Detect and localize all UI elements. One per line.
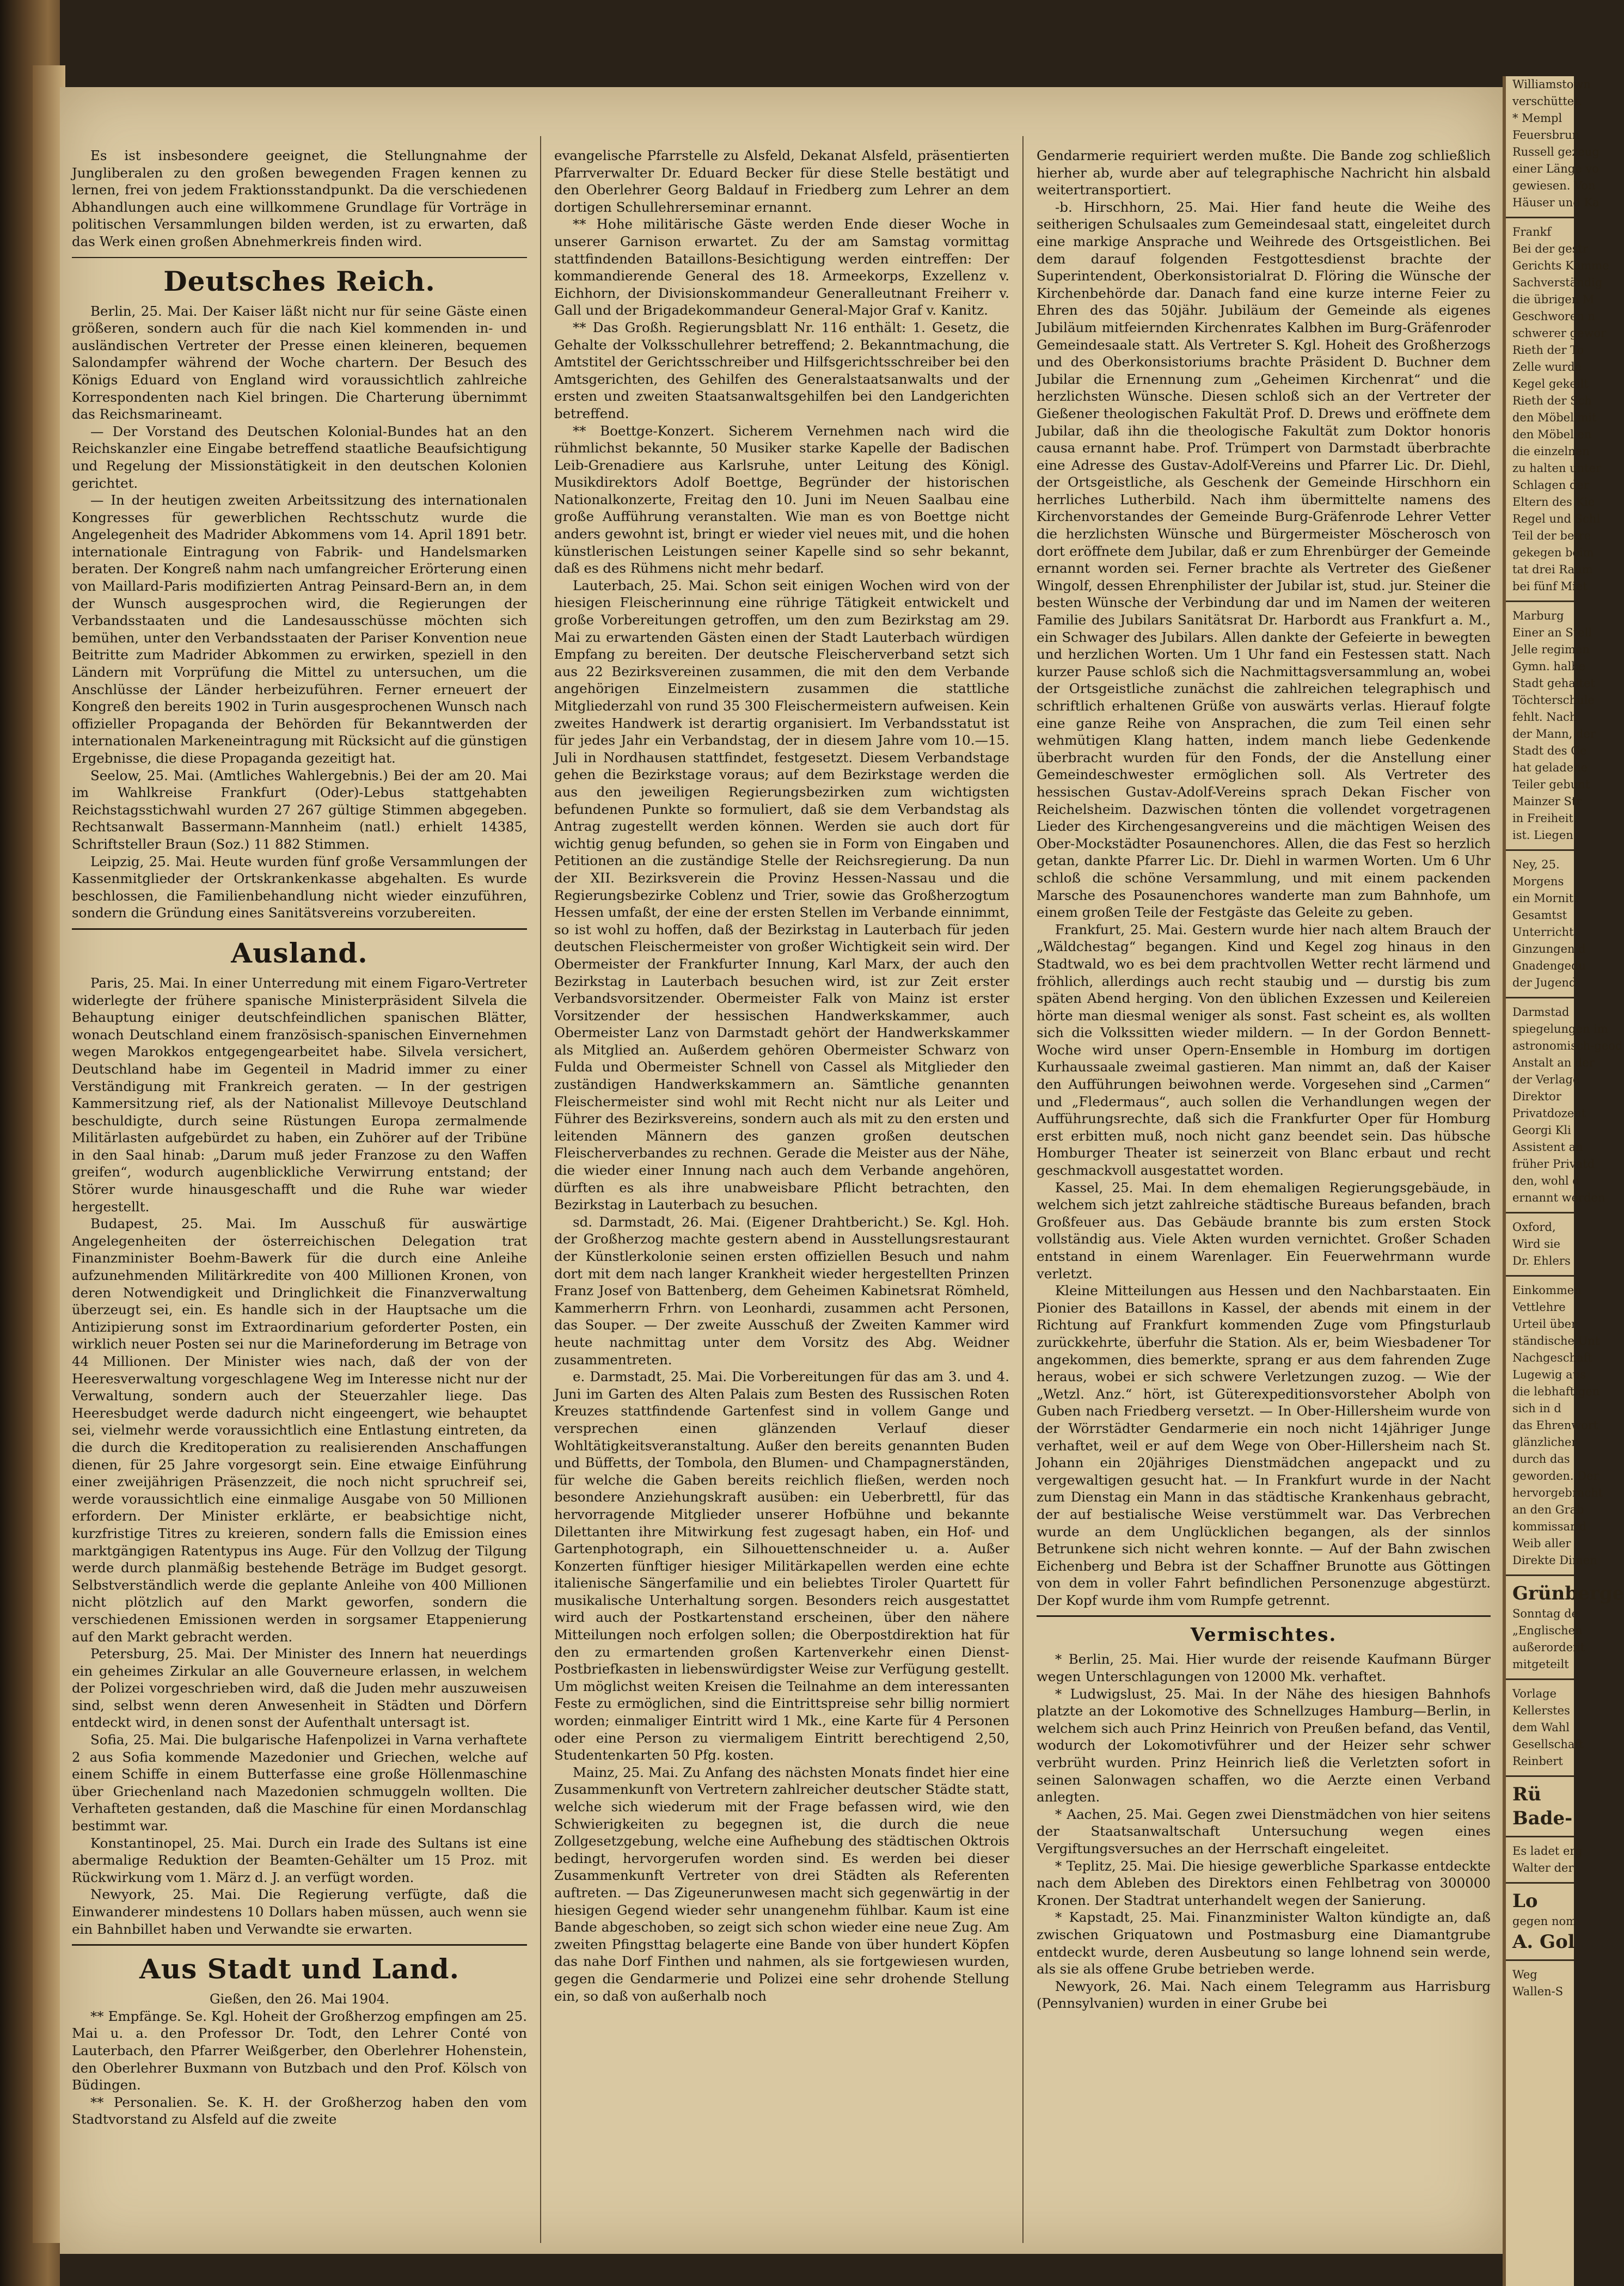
article: Seelow, 25. Mai. (Amtliches Wahlergebnis.) Bei der am 20. Mai im Wahlkreise Frankfurt (Oder)-Lebus stattgehabten Reichstagsstichwahl wurden 27 267 gültige Stimmen abgegeben. Rechtsanwalt Bassermann-Mannheim (natl.) erhielt 14385, Schriftsteller Braun (Soz.) 11 882 Stimmen. [72,767,527,852]
article: Kleine Mitteilungen aus Hessen und den Nachbarstaaten. Ein Pionier des Bataillons in Kassel, der abends mit einem in der Richtung auf Frankfurt kommenden Zuge vom Pfingsturlaub zurückkehrte, überfuhr die Station. Als er, beim Wiesbadener Tor angekommen, dies bemerkte, sprang er aus dem fahrenden Zuge heraus, wobei er sich schwere Verletzungen zuzog. — Wie der „Wetzl. Anz.“ hört, ist Güterexpeditionsvorsteher Abolph von Guben nach Friedberg versetzt. — In Ober-Hillersheim wurde von der Wörrstädter Gendarmerie ein noch nicht 14jähriger Junge verhaftet, weil er auf dem Wege von Ober-Hillersheim nach St. Johann ein 20jähriges Dienstmädchen angepackt und zu vergewaltigen gesucht hat. — In Frankfurt wurde in der Nacht zum Dienstag ein Mann in das städtische Krankenhaus gebracht, der auf bestialische Weise verstümmelt war. Das Verbrechen wurde an dem Unglücklichen begangen, als der sinnlos Betrunkene sich nicht wehren konnte. — Auf der Bahn zwischen Eichenberg und Bebra ist der Schaffner Brunotte aus Göttingen von dem in voller Fahrt befindlichen Personenzuge abgestürzt. Der Kopf wurde ihm vom Rumpfe getrennt. [1037,1283,1491,1608]
facing-page-text: Einkommen [1512,1284,1582,1297]
facing-page-text: mitgeteilt [1512,1658,1569,1671]
facing-page-text: A. Gol [1512,1931,1575,1953]
facing-page-text: bei fünf Miet [1512,580,1588,593]
facing-page-divider [1506,217,1574,218]
facing-page-text: ständische Unt [1512,1334,1600,1347]
facing-page-text: Bade- [1512,1807,1573,1829]
article: Lauterbach, 25. Mai. Schon seit einigen Wochen wird von der hiesigen Fleischerinnung eine rührige Tätigkeit entwickelt und große Vorbereitungen getroffen, um den zum Bezirkstag am 29. Mai zu erwartenden Gästen einen der Stadt Lauterbach würdigen Empfang zu bereiten. Der deutsche Fleischerverband setzt sich aus 22 Bezirksvereinen zusammen, die mit den dem Verbande angehörigen Einzelmeistern zusammen die stattliche Mitgliederzahl von rund 35 300 Fleischermeistern aufweisen. Kein zweites Handwerk ist derartig organisiert. Im Verbandsstatut ist für jedes Jahr ein Verbandstag, der in diesem Jahre vom 10.—15. Juli in Nordhausen stattfindet, festgesetzt. Diesem Verbandstage gehen die Bezirkstage voraus; auf dem Bezirkstage werden die aus den jeweiligen Regierungsbezirken zum wichtigsten befundenen Punkte so formuliert, daß sie dem Verbandstag als Antrag zugestellt werden können. Werden sie auch dort für wichtig genug befunden, so gehen sie in Form von Eingaben und Petitionen an die zuständige Stelle der Reichsregierung. Da nun der XII. Bezirksverein die Provinz Hessen-Nassau und die Regierungsbezirke Coblenz und Trier, sowie das Großherzogtum Hessen umfaßt, der eine der ersten Stellen im Verbande einnimmt, so ist wohl zu hoffen, daß der Bezirkstag in Lauterbach für jeden deutschen Fleischermeister von großer Wichtigkeit sein wird. Der Obermeister der Frankfurter Innung, Karl Marx, der auch den Bezirkstag in Lauterbach besuchen wird, ist zur Zeit erster Verbandsvorsitzender. Obermeister Falk von Mainz ist erster Vorsitzender der hessischen Handwerkskammer, auch Obermeister Lanz von Darmstadt gehört der Handwerkskammer als Mitglied an. Außerdem gehören Obermeister Schwarz von Fulda und Obermeister Schnell von Cassel als Mitglieder den zuständigen Handwerkskammern an. Sämtliche genannten Fleischermeister sind wohl mit Recht nicht nur als Leiter und Führer des Bezirksvereins, sondern auch als mit zu den ersten und leitenden Männern des ganzen großen deutschen Fleischerverbandes zu rechnen. Gerade die Meister aus der Nähe, die wieder einer Innung nach auch dem Verbande angehören, dürften es als ihre unabweisbare Pflicht betrachten, den Bezirkstag in Lauterbach zu besuchen. [554,577,1009,1213]
column-separator [540,136,541,2243]
newspaper-page [60,87,1503,2254]
facing-page-text: Sonntag de [1512,1607,1579,1620]
facing-page-text: Privatdozent [1512,1107,1586,1120]
article-intro: Es ist insbesondere geeignet, die Stellungnahme der Jungliberalen zu den großen bewegenden Fragen kennen zu lernen, frei von jedem Fraktionsstandpunkt. Da die verschiedenen Abhandlungen auch eine willkommene Grundlage für Vorträge in politischen Versammlungen bilden werden, ist zu erwarten, daß das Werk einen großen Abnehmerkreis finden wird. [72,148,527,249]
facing-page-text: Russell gezeug [1512,145,1600,158]
facing-page-edge [1503,76,1624,2286]
article: ** Personalien. Se. K. H. der Großherzog haben den vom Stadtvorstand zu Alsfeld auf die zweite [72,2094,527,2128]
facing-page-text: Georgi Kli [1512,1124,1571,1137]
article: Paris, 25. Mai. In einer Unterredung mit einem Figaro-Vertreter widerlegte der frühere spanische Ministerpräsident Silvela die Behauptung einiger deutschfeindlichen spanischen Blätter, wonach Deutschland einem französisch-spanischen Einvernehmen wegen Marokkos entgegengearbeitet habe. Silvela versichert, Deutschland habe im Gegenteil in Madrid immer zu einer Verständigung mit Frankreich geraten. — In der gestrigen Kammersitzung rief, als der Nationalist Millevoye Deutschland beschuldigte, durch seine Rüstungen Europa zermalmende Militärlasten aufgebürdet zu haben, ein Zuhörer auf der Tribüne in den Saal hinab: „Darum muß jeder Franzose zu den Waffen greifen“, wodurch augenblickliche Verwirrung entstand; der Störer wurde hinausgeschafft und die Ruhe war wieder hergestellt. [72,975,527,1215]
facing-page-text: Bei der gestr [1512,242,1588,255]
facing-page-text: in Freiheit [1512,812,1573,825]
facing-page-text: Gymn. halbe [1512,660,1586,673]
facing-page-text: Mainzer Str [1512,795,1582,808]
section-heading-stadt-und-land: Aus Stadt und Land. [139,1953,460,1985]
facing-page-text: Feuersbrun [1512,128,1580,142]
facing-page-text: Töchterschule [1512,694,1595,707]
article: ** Das Großh. Regierungsblatt Nr. 116 enthält: 1. Gesetz, die Gehalte der Volksschullehrer betreffend; 2. Bekanntmachung, die Amtstitel der Gerichtsschreiber und Hilfsgerichtsschreiber bei den Amtsgerichten, des Gehilfen des Generalstaatsanwalts und der ersten und zweiten Staatsanwaltsgehilfen bei den Landgerichten betreffend. [554,319,1009,421]
facing-page-text: ernannt werden [1512,1191,1605,1204]
facing-page-text: Kellerstes [1512,1704,1570,1717]
facing-page-text: Sachverständig [1512,276,1603,289]
section-heading-ausland: Ausland. [231,936,368,969]
article: -b. Hirschhorn, 25. Mai. Hier fand heute die Weihe des seitherigen Schulsaales zum Gemeindesaal statt, eingeleitet durch eine markige Ansprache und Weihrede des Ortsgeistlichen. Bei dem darauf folgenden Festgottesdienst brachte der Superintendent, Oberkonsistorialrat D. Flöring die Wünsche der Kirchenbehörde dar. Danach fand eine kurze interne Feier zu Ehren des das 50jähr. Jubiläum der Gemeinde als eigenes Jubiläum mitfeiernden Kirchenrates Kalbhen im Burg-Gräfenroder Gemeindesaale statt. Als Vertreter S. Kgl. Hoheit des Großherzogs und des Oberkonsistoriums brachte Präsident D. Buchner dem Jubilar die Ernennung zum „Geheimen Kirchenrat“ und die herzlichsten Wünsche. Diesen schloß sich an der Vertreter der Gießener theologischen Fakultät Prof. D. Drews und eröffnete dem Jubilar, daß ihn die theologische Fakultät zum Doktor honoris causa ernannt habe. Prof. Trümpert von Darmstadt überbrachte eine Adresse des Gustav-Adolf-Vereins und Pfarrer Lic. Dr. Diehl, der Ortsgeistliche, als Geschenk der Gemeinde Hirschhorn ein herrliches Lutherbild. Nach ihm übermittelte namens des Kirchenvorstandes der Gemeinde Burg-Gräfenrode Lehrer Vetter die herzlichsten Wünsche und Bürgermeister Möscherosch von dort eröffnete dem Jubilar, daß er zum Ehrenbürger der Gemeinde ernannt worden sei. Ferner brachte als Vertreter des Gießener Wingolf, dessen Ehrenphilister der Jubilar ist, stud. jur. Steiner die besten Wünsche der Verbindung dar und im Namen der weiteren Familie des Jubilars Sanitätsrat Dr. Harbordt aus Frankfurt a. M., ein Schwager des Jubilars. Allen dankte der Gefeierte in bewegten und herzlichen Worten. Um 1 Uhr fand ein Festessen statt. Nach kurzer Pause schloß sich die Nachmittagsversammlung an, wobei der Ortsgeistliche zunächst die zahlreichen telegraphisch und schriftlich erhaltenen Grüße von auswärts verlas. Hierauf folgte eine ganze Reihe von Ansprachen, die zum Teil einen sehr wehmütigen Klang hatten, indem manch liebe Gedenkende überbracht wurden für den Fonds, der die Anstellung einer Gemeindeschwester ermöglichen soll. Als Vertreter des hessischen Gustav-Adolf-Vereins sprach Dekan Fischer von Reichelsheim. Dazwischen tönten die vollendet vorgetragenen Lieder des Kirchengesangvereins und die mächtigen Weisen des Ober-Mockstädter Posaunenchores. Allen, die das Fest so herzlich getan, dankte Pfarrer Lic. Dr. Diehl in warmen Worten. Um 6 Uhr schloß die schöne Versammlung, und mit einem packenden Marsche des Posaunenchores wanderte man zum Bahnhofe, um einem großen Teile der Festgäste das Geleite zu geben. [1037,199,1491,921]
divider [1037,1615,1491,1617]
facing-page-text: Vorlage [1512,1687,1557,1700]
facing-page-text: Rü [1512,1784,1541,1805]
facing-page-text: einer Länge vo [1512,162,1599,175]
facing-page-text: gegen nom [1512,1915,1577,1928]
facing-page-text: Einer an Stell [1512,626,1592,639]
column-1 [60,87,539,2254]
facing-page-text: Kegel gekeilt [1512,377,1589,390]
article: Budapest, 25. Mai. Im Ausschuß für auswärtige Angelegenheiten der österreichischen Delegation trat Finanzminister Boehm-Bawerk für die durch eine Anleihe aufzunehmenden Militärkredite von 400 Millionen Kronen, von deren Notwendigkeit und Dringlichkeit die Finanzverwaltung überzeugt sei, ein. Es handle sich in der Hauptsache um die Antizipierung sonst im Extraordinarium geforderter Posten, ein wirklich neuer Posten sei nur die Marineforderung im Betrage von 44 Millionen. Der Minister wies nach, daß der von der Heeresverwaltung vorgeschlagene Weg im Interesse nicht nur der Verwaltung, sondern auch der Steuerzahler liege. Das Heeresbudget werde dadurch nicht eingeengert, wie behauptet sei, vielmehr werde voraussichtlich eine Entlastung eintreten, da die durch die Kreditoperation zu realisierenden Anschaffungen dienen, für 25 Jahre vorgesorgt sein. Eine etwaige Einführung einer zweijährigen Präsenzzeit, die noch nicht spruchreif sei, werde voraussichtlich eine einmalige Ausgabe von 50 Millionen erfordern. Der Minister erklärte, er beabsichtige nicht, kurzfristige Titres zu kreieren, sondern falls die Emission eines marktgängigen Ratentypus ins Auge. Für den Vollzug der Tilgung werde durch planmäßig bestehende Beträge im Budget gesorgt. Selbstverständlich werde die geplante Anleihe von 400 Millionen nicht plötzlich auf den Markt geworfen, sondern die verschiedenen Emissionen werden in sorgsamer Etappenierung auf den Markt gebracht werden. [72,1216,527,1645]
facing-page-text: Wird sie [1512,1237,1561,1251]
article: Gendarmerie requiriert werden mußte. Die Bande zog schließlich hierher ab, wurde aber auf telegraphische Nachricht hin alsbald weitertransportiert. [1037,148,1491,198]
article: Newyork, 26. Mai. Nach einem Telegramm aus Harrisburg (Pennsylvanien) wurden in einer Grube bei [1037,1978,1491,2012]
facing-page-text: Rieth der To [1512,344,1584,357]
column-separator [1022,136,1024,2243]
facing-page-text: hat geladene [1512,761,1588,774]
facing-page-fragments [1506,76,1624,2000]
facing-page-text: Gnadengedu [1512,959,1586,972]
article: * Kapstadt, 25. Mai. Finanzminister Walton kündigte an, daß zwischen Griquatown und Postmasburg eine Diamantgrube entdeckt wurde, deren Ausbeutung so lange lohnend sein werde, als sie als offene Grube betrieben werde. [1037,1909,1491,1977]
facing-page-text: Eltern des Kie [1512,495,1595,508]
facing-page-text: Teiler gebunt [1512,778,1590,791]
facing-page-text: durch das [1512,1453,1570,1466]
column-3 [1025,87,1503,2254]
facing-page-text: Vettlehre [1512,1301,1566,1314]
article: * Teplitz, 25. Mai. Die hiesige gewerbliche Sparkasse entdeckte nach dem Ableben des Direktors einen Fehlbetrag von 300000 Kronen. Der Stadtrat unterhandelt wegen der Sanierung. [1037,1858,1491,1908]
facing-page-text: ist. Liegen [1512,829,1573,842]
facing-page-text: Weg [1512,1968,1537,1981]
facing-page-text: Rieth der Sch [1512,394,1592,407]
section-heading-vermischtes: Vermischtes. [1190,1624,1337,1646]
facing-page-text: Es ladet erg [1512,1844,1583,1858]
article: Kassel, 25. Mai. In dem ehemaligen Regierungsgebäude, in welchem sich jetzt zahlreiche städtische Bureaus befanden, brach Großfeuer aus. Das Gebäude brannte bis zum ersten Stock vollständig aus. Viele Akten wurden vernichtet. Großer Schaden entstand in einem Warenlager. Ein Feuerwehrmann wurde verletzt. [1037,1179,1491,1282]
facing-page-text: Regel und Schl [1512,512,1601,525]
facing-page-text: Anstalt an der [1512,1056,1595,1069]
facing-page-text: tat drei Raum [1512,563,1593,576]
facing-page-text: früher Privatd [1512,1157,1595,1170]
facing-page-text: Direkte Dimen [1512,1554,1597,1567]
facing-page-text: spiegelungen im [1512,1022,1608,1035]
article: Petersburg, 25. Mai. Der Minister des Innern hat neuerdings ein geheimes Zirkular an alle Gouverneure erlassen, in welchem der Polizei vorgeschrieben wird, daß die Juden mehr auszuweisen sind, selbst wenn deren Anwesenheit in Städten und Dörfern entdeckt wird, in denen sonst der Aufenthalt untersagt ist. [72,1646,527,1731]
facing-page-divider [1506,849,1574,851]
facing-page-text: gewiesen. Von [1512,179,1596,192]
divider [72,257,527,258]
facing-page-text: der Verlage [1512,1073,1580,1086]
facing-page-text: Morgens [1512,875,1564,888]
facing-page-text: Wallen-S [1512,1985,1564,1998]
facing-page-text: die übrigen M [1512,293,1595,306]
facing-page-text: außerordent [1512,1641,1585,1654]
facing-page-text: Grünberge [1512,1583,1624,1604]
facing-page-text: Gerichts Kamme [1512,259,1609,272]
facing-page-text: „Englischen [1512,1624,1583,1637]
facing-page-text: Reinbert [1512,1755,1563,1768]
article: Sofia, 25. Mai. Die bulgarische Hafenpolizei in Varna verhaftete 2 aus Sofia kommende Mazedonier und Griechen, welche auf einem Schiffe in einem Butterfasse eine große Höllenmaschine über Griechenland nach Mazedonien schmuggeln wollten. Die Verhafteten gestanden, daß die Maschine für einen Mordanschlag bestimmt war. [72,1732,527,1834]
article: Berlin, 25. Mai. Der Kaiser läßt nicht nur für seine Gäste einen größeren, sondern auch für die nach Kiel kommenden in- und ausländischen Vertreter der Presse einen kleineren, bequemen Salondampfer während der Woche chartern. Der Besuch des Königs Eduard von England wird voraussichtlich zahlreiche Korrespondenten nach Kiel bringen. Die Charterung übernimmt das Reichsmarineamt. [72,303,527,422]
facing-page-text: ein Mornitt [1512,892,1578,905]
facing-page-text: Oxford, [1512,1221,1556,1234]
facing-page-text: Lugewig aus [1512,1368,1586,1381]
divider [72,1944,527,1946]
facing-page-text: Nachgeschaft [1512,1351,1592,1364]
facing-page-text: dem Wahl [1512,1721,1570,1734]
facing-page-text: der Mann, der [1512,727,1596,740]
article: ** Empfänge. Se. Kgl. Hoheit der Großherzog empfingen am 25. Mai u. a. den Professor Dr. Todt, den Lehrer Conté von Lauterbach, den Pfarrer Weißgerber, den Oberlehrer Hohenstein, den Oberlehrer Buxmann von Butzbach und den Prof. Kölsch von Büdingen. [72,2008,527,2093]
dateline: Gießen, den 26. Mai 1904. [209,1991,390,2007]
facing-page-text: astronomisch-geod [1512,1039,1623,1052]
facing-page-text: Dr. Ehlers [1512,1254,1571,1267]
facing-page-divider [1506,1678,1574,1680]
divider [72,928,527,930]
article: sd. Darmstadt, 26. Mai. (Eigener Drahtbericht.) Se. Kgl. Hoh. der Großherzog machte gestern abend in Ausstellungsrestaurant der Künstlerkolonie seinen ersten offiziellen Besuch und nahm dort mit dem nach langer Krankheit wieder hergestellten Prinzen Franz Josef von Battenberg, dem Geheimen Kabinetsrat Römheld, Kammerherrn Frhrn. von Leonhardi, zusammen acht Personen, das Souper. — Der zweite Ausschuß der Zweiten Kammer wird heute nachmittag unter dem Vorsitz des Abg. Weidner zusammentreten. [554,1214,1009,1368]
facing-page-text: an den Grab [1512,1503,1584,1516]
facing-page-text: Stadt des Ge [1512,744,1587,757]
section-heading-deutsches-reich: Deutsches Reich. [163,265,436,297]
facing-page-text: Williamstown [1512,78,1591,91]
facing-page-divider [1506,997,1574,998]
facing-page-divider [1506,1574,1574,1576]
facing-page-divider [1506,1275,1574,1277]
facing-page-divider [1506,1212,1574,1214]
facing-page-text: glänzlicher [1512,1436,1577,1449]
facing-page-text: kommissar d [1512,1520,1587,1533]
facing-page-text: den Möbel mit [1512,411,1597,424]
article: Newyork, 25. Mai. Die Regierung verfügte, daß die Einwanderer mindestens 10 Dollars haben müssen, auch wenn sie ein Bahnbillet haben und Verwandte sie erwarten. [72,1886,527,1937]
facing-page-text: fehlt. Nach [1512,710,1577,724]
facing-page-text: den, wohl d [1512,1174,1580,1187]
facing-page-text: den Möbel en [1512,428,1592,441]
facing-page-text: Gesamtst [1512,909,1567,922]
article: Mainz, 25. Mai. Zu Anfang des nächsten Monats findet hier eine Zusammenkunft von Vertretern zahlreicher deutscher Städte statt, welche sich wiederum mit der Frage befassen wird, wie den Schwierigkeiten zu begegnen ist, die durch die neue Zollgesetzgebung, welche eine Aufhebung des städtischen Oktrois bedingt, hervorgerufen worden sind. Es werden bei dieser Zusammenkunft Vertreter von drei Städten als Referenten auftreten. — Das Zigeunerunwesen macht sich gegenwärtig in der hiesigen Gegend wieder sehr unangenehm fühlbar. Kaum ist eine Bande abgeschoben, so zeigt sich schon wieder eine neue Zug. Am zweiten Pfingsttag belagerte eine Bande von über hundert Köpfen das nahe Dorf Finthen und nahmen, als sie fortgewiesen wurden, gegen die Gendarmerie und Polizei eine sehr drohende Stellung ein, so daß von außerhalb noch [554,1764,1009,2004]
facing-page-divider [1506,1775,1574,1777]
facing-page-divider [1506,1959,1574,1961]
facing-page-text: Urteil über [1512,1317,1577,1331]
facing-page-text: hervorgebracht [1512,1486,1603,1499]
facing-page-text: sich in d [1512,1402,1561,1415]
facing-page-text: die einzelnen [1512,445,1590,458]
facing-page-text: geworden. Der [1512,1469,1599,1482]
article: ** Hohe militärische Gäste werden Ende dieser Woche in unserer Garnison erwartet. Zu der am Samstag vormittag stattfindenden Bataillons-Besichtigung werden eintreffen: Der kommandierende General des 18. Armeekorps, Exzellenz v. Eichhorn, der Divisionskommandeur Generalleutnant Freiherr v. Gall und der Brigadekommandeur General-Major Graf v. Kanitz. [554,216,1009,318]
facing-page-text: Frankf [1512,225,1552,238]
facing-page-divider [1506,600,1574,602]
facing-page-text: verschüttet. [1512,95,1583,108]
facing-page-text: Stadt gehaltet [1512,677,1595,690]
facing-page-text: Direktor [1512,1090,1561,1103]
facing-page-text: Häuser und Ka [1512,196,1600,209]
article: — Der Vorstand des Deutschen Kolonial-Bundes hat an den Reichskanzler eine Eingabe betreffend staatliche Beaufsichtigung und Regelung der Missionstätigkeit in den deutschen Kolonien gerichtet. [72,423,527,491]
article: * Berlin, 25. Mai. Hier wurde der reisende Kaufmann Bürger wegen Unterschlagungen von 12000 Mk. verhaftet. [1037,1651,1491,1685]
facing-page-text: Jelle regimen [1512,643,1590,656]
facing-page-text: Teil der betre [1512,529,1591,542]
facing-page-text: Ginzungen d [1512,942,1586,955]
article: ** Boettge-Konzert. Sicherem Vernehmen nach wird die rühmlichst bekannte, 50 Musiker starke Kapelle der Badischen Leib-Grenadiere aus Karlsruhe, unter Leitung des Königl. Musikdirektors Adolf Boettge, Begründer der historischen Nationalkonzerte, Freitag den 10. Juni im Neuen Saalbau eine große Aufführung veranstalten. Wie man es von Boettge nicht anders gewohnt ist, bringt er wieder viel neues mit, und die hohen künstlerischen Leistungen seiner Kapelle sind so sehr bekannt, daß es des Rühmens nicht mehr bedarf. [554,422,1009,577]
facing-page-text: Lo [1512,1890,1538,1912]
facing-page-text: der Jugend [1512,976,1577,989]
article: — In der heutigen zweiten Arbeitssitzung des internationalen Kongresses für gewerblichen Rechtsschutz wurde die Angelegenheit des Madrider Abkommens vom 14. April 1891 betr. internationale Eintragung von Fabrik- und Handelsmarken beraten. Der Kongreß nahm nach umfangreicher Erörterung einen von Maillard-Paris modifizierten Antrag Peinsard-Bern an, in dem der Wunsch ausgesprochen wird, die Regierungen der Verbandsstaaten und die Landesausschüsse möchten sich bemühen, unter den Verbandsstaaten der Pariser Konvention neue Beitritte zum Madrider Abkommen zu erwirken, speziell in den Ländern mit Vorprüfung die Mittel zu untersuchen, um die Anschlüsse der Länder herbeizuführen. Ferner erneuert der Kongreß den bereits 1902 in Turin ausgesprochenen Wunsch nach offizieller Propaganda der Behörden für Bekanntwerden der internationalen Markeneintragung mit Rücksicht auf die günstigen Ergebnisse, die diese Propaganda gezeitigt hat. [72,492,527,766]
article: * Ludwigslust, 25. Mai. In der Nähe des hiesigen Bahnhofs platzte an der Lokomotive des Schnellzuges Hamburg—Berlin, in welchem sich auch Prinz Heinrich von Preußen befand, das Ventil, wodurch der Lokomotivführer und der Heizer sehr schwer verbrüht wurden. Prinz Heinrich ließ die Verletzten sofort in seinen Salonwagen schaffen, wo die Aerzte einen Verband anlegten. [1037,1686,1491,1805]
column-2 [542,87,1021,2254]
facing-page-text: Schlagen der [1512,479,1589,492]
article: evangelische Pfarrstelle zu Alsfeld, Dekanat Alsfeld, präsentierten Pfarrverwalter Dr. Eduard Becker für diese Stelle bestätigt und den Oberlehrer Georg Baldauf in Friedberg zum Lehrer an dem dortigen Schullehrerseminar ernannt. [554,148,1009,215]
facing-page-text: * Mempl [1512,112,1562,125]
facing-page-divider [1506,1882,1574,1884]
article: e. Darmstadt, 25. Mai. Die Vorbereitungen für das am 3. und 4. Juni im Garten des Alten Palais zum Besten des Russischen Roten Kreuzes stattfindende Gartenfest sind in vollem Gange und versprechen einen glänzenden Verlauf dieser Wohltätigkeitsveranstaltung. Außer den bereits genannten Buden und Büffetts, der Tombola, den Blumen- und Champagnerständen, für welche die Gaben bereits reichlich fließen, werden noch besondere Anziehungskraft ausüben: ein Ueberbrettl, für das hervorragende Mitglieder unserer Hofbühne und bekannte Dilettanten ihre Mitwirkung fest zugesagt haben, ein Hof- und Gartenphotograph, ein Silhouettenschneider u. a. Außer Konzerten fünftiger hiesiger Militärkapellen werden eine echte italienische Sängerfamilie und ein beliebtes Tiroler Quartett für musikalische Unterhaltung sorgen. Besonders reich ausgestattet wird auch der Postkartenstand erscheinen, über den nähere Mitteilungen noch erfolgen sollen; die Oberpostdirektion hat für den zu ermartenden großen Kartenverkehr einen Dienst-Postbriefkasten in liebenswürdigster Weise zur Verfügung gestellt. Um möglichst weiten Kreisen die Teilnahme an dem interessanten Feste zu ermöglichen, sind die Eintrittspreise sehr billig normiert worden; einmaliger Eintritt wird 1 Mk., eine Karte für 4 Personen oder eine Person zu viermaligem Eintritt berechtigend 2,50, Studentenkarten 50 Pfg. kosten. [554,1369,1009,1763]
article: Konstantinopel, 25. Mai. Durch ein Irade des Sultans ist eine abermalige Reduktion der Beamten-Gehälter um 15 Proz. mit Rückwirkung vom 1. März d. J. an verfügt worden. [72,1835,527,1885]
facing-page-text: zu halten unter [1512,462,1602,475]
facing-page-text: Zelle wurde [1512,360,1582,373]
facing-page-text: Assistent an [1512,1141,1583,1154]
facing-page-text: die lebhaftigen [1512,1385,1600,1398]
facing-page-text: das Ehrenwort [1512,1419,1598,1432]
facing-page-text: schwerer gewor [1512,327,1607,340]
article: Frankfurt, 25. Mai. Gestern wurde hier nach altem Brauch der „Wäldchestag“ begangen. Kind und Kegel zog hinaus in den Stadtwald, wo es bei dem prachtvollen Wetter recht lärmend und fröhlich, allerdings auch recht staubig und — durstig bis zum späten Abend herging. Von den üblichen Exzessen und Keilereien hörte man diesmal weniger als sonst. Fast scheint es, als wollten sich die Volkssitten wieder mildern. — In der Gordon Bennett-Woche wird unser Opern-Ensemble in Homburg im dortigen Kurhaussaale zweimal gastieren. Man nimmt an, daß der Kaiser den Aufführungen beiwohnen werde. Vorgesehen sind „Carmen“ und „Fledermaus“, auch sollen die Verhandlungen wegen der Aufführungsrechte, daß sich die Frankfurter Oper für Homburg erst erbitten muß, noch nicht ganz beendet sein. Das hübsche Homburger Theater ist seinerzeit von Blanc erbaut und recht geschmackvoll ausgestattet worden. [1037,921,1491,1179]
facing-page-text: Marburg [1512,609,1564,622]
facing-page-text: Walter der [1512,1861,1574,1874]
facing-page-text: Weib aller [1512,1537,1571,1550]
facing-page-text: Darmstad [1512,1006,1570,1019]
article: Leipzig, 25. Mai. Heute wurden fünf große Versammlungen der Kassenmitglieder der Ortskrankenkasse abgehalten. Es wurde beschlossen, die Familienbehandlung nicht wieder einzuführen, sondern die Gründung eines Sanitätsvereins vorzubereiten. [72,853,527,921]
facing-page-text: Geschworen n [1512,310,1596,323]
facing-page-text: Ney, 25. [1512,858,1560,871]
facing-page-divider [1506,1836,1574,1837]
article: * Aachen, 25. Mai. Gegen zwei Dienstmädchen von hier seitens der Staatsanwaltschaft Untersuchung wegen eines Vergiftungsversuches an der Herrschaft eingeleitet. [1037,1806,1491,1856]
facing-page-text: gekegen beim [1512,546,1594,559]
facing-page-text: Unterricht [1512,926,1574,939]
facing-page-text: Gesellschaft [1512,1738,1584,1751]
